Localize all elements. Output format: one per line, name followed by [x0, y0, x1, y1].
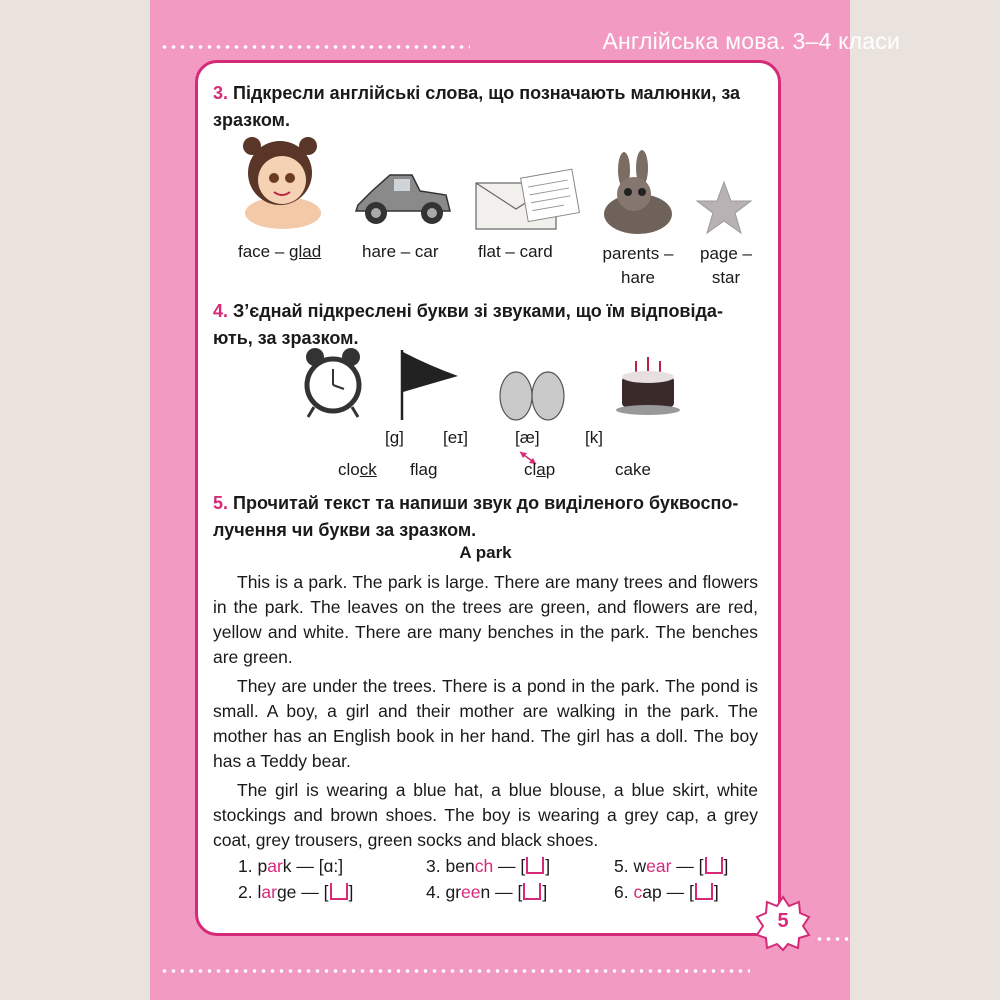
task3-item-3: flat – card: [478, 242, 553, 261]
hare-picture: [598, 152, 678, 237]
car-picture: [350, 165, 455, 235]
underlined-word-glad: glad: [289, 242, 322, 261]
answer-1-sound: [ɑ:]: [318, 856, 344, 876]
task3-item-5: page – star: [700, 244, 752, 287]
task3-item-1: face – glad: [238, 242, 322, 261]
cake-picture: [614, 355, 682, 417]
task5-line1: Прочитай текст та напиши звук до виділеного буквоспо-: [233, 493, 739, 513]
answer-4-blank[interactable]: [523, 883, 541, 900]
page-header: Англійська мова. 3–4 класи: [602, 28, 900, 54]
task3-number: 3.: [213, 83, 229, 103]
task4-line2: ють, за зразком.: [213, 328, 359, 348]
task5-line2: лучення чи букви за зразком.: [213, 520, 477, 540]
sound-g: [g]: [385, 428, 404, 447]
answer-5-blank[interactable]: [705, 857, 723, 874]
answer-3-blank[interactable]: [526, 857, 544, 874]
reading-text: [213, 570, 758, 853]
sound-ei: [eɪ]: [443, 428, 468, 447]
word-clap: clap: [524, 460, 556, 479]
paragraph-3: The girl is wearing a blue hat, a blue blouse, a blue skirt, white stockings and brown shoes. The boy is wearing a grey cap, a grey coat, grey trousers, green socks and black shoes.: [213, 780, 758, 850]
answer-2-blank[interactable]: [330, 883, 348, 900]
task5-heading: [213, 490, 738, 544]
word-flag: flag: [410, 460, 438, 479]
task4-heading: [213, 298, 723, 352]
task5-number: 5.: [213, 493, 229, 513]
answer-6: 6. cap — [ ]: [614, 882, 719, 902]
text-title: A park: [459, 543, 512, 562]
task4-number: 4.: [213, 301, 229, 321]
task3-item-4: parents – hare: [602, 244, 674, 287]
paragraph-2: They are under the trees. There is a pond in the park. The pond is small. A boy, a girl and their mother are walking in the park. The mother has an English book in her hand. The girl has a doll. The boy has a Teddy bear.: [213, 676, 758, 771]
task3-heading: [213, 80, 740, 134]
answer-1: 1. park — [ɑ:]: [238, 856, 344, 876]
answer-4: 4. green — [ ]: [426, 882, 548, 902]
star-picture: [695, 180, 753, 236]
clapping-hands-picture: [494, 368, 572, 423]
task4-line1: З’єднай підкреслені букви зі звуками, що їм відповіда-: [233, 301, 723, 321]
girl-picture: [238, 128, 323, 233]
page-number-badge: [756, 896, 810, 950]
task3-line2: зразком.: [213, 110, 290, 130]
task3-line1: Підкресли англійські слова, що позначають малюнки, за: [233, 83, 741, 103]
answer-6-blank[interactable]: [695, 883, 713, 900]
answer-3: 3. bench — [ ]: [426, 856, 551, 876]
answer-5: 5. wear — [ ]: [614, 856, 729, 876]
envelope-card-picture: [472, 165, 587, 235]
sound-k: [k]: [585, 428, 603, 447]
word-cake: cake: [615, 460, 651, 479]
flag-picture: [396, 348, 466, 422]
word-clock: clock: [338, 460, 377, 479]
alarm-clock-picture: [302, 345, 364, 420]
sound-ae: [æ]: [515, 428, 540, 447]
task3-item-2: hare – car: [362, 242, 439, 261]
paragraph-1: This is a park. The park is large. There are many trees and flowers in the park. The leaves on the trees are green, and flowers are red, yellow and white. There are many benches in the park. The benches are green.: [213, 572, 758, 667]
answer-2: 2. large — [ ]: [238, 882, 354, 902]
page-number: 5: [777, 910, 789, 932]
